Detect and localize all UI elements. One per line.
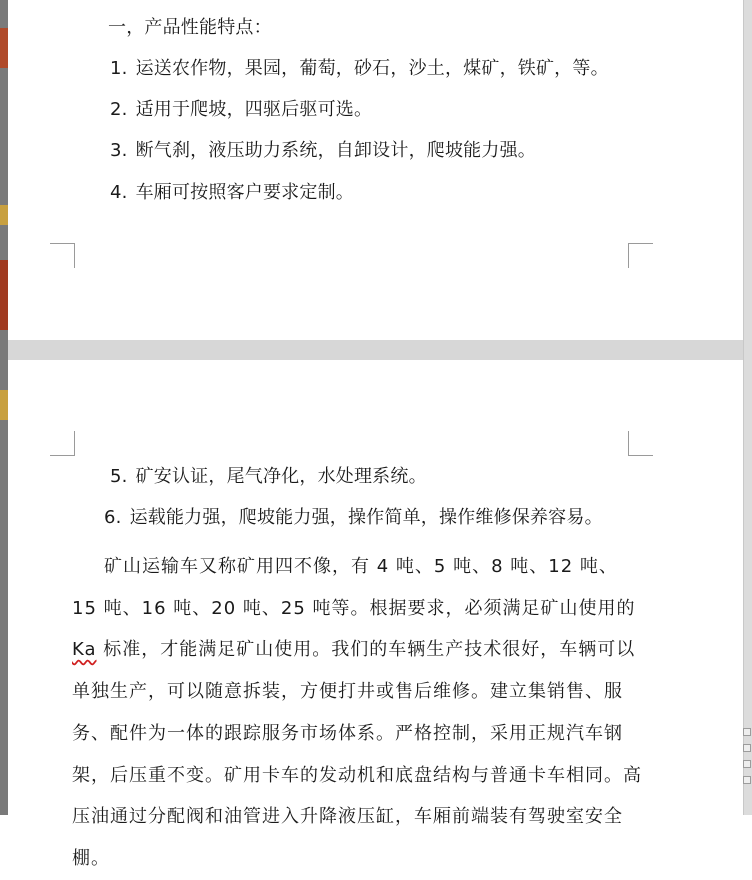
margin-corner-mark (50, 243, 75, 268)
document-page-1 (8, 0, 744, 340)
list-item: 2. 适用于爬坡，四驱后驱可选。 (110, 99, 373, 120)
margin-corner-mark (628, 431, 653, 456)
margin-corner-mark (50, 431, 75, 456)
list-item: 1. 运送农作物，果园，葡萄，砂石，沙土，煤矿，铁矿，等。 (110, 58, 609, 79)
section-heading: 一，产品性能特点： (108, 17, 272, 38)
vertical-scrollbar[interactable] (743, 0, 752, 815)
scroll-marker-icon[interactable] (743, 760, 751, 768)
spell-flagged-word: Ka (72, 639, 97, 661)
list-item: 6. 运载能力强，爬坡能力强，操作简单，操作维修保养容易。 (104, 507, 603, 528)
scroll-marker-icon[interactable] (743, 776, 751, 784)
scroll-marker-icon[interactable] (743, 728, 751, 736)
body-paragraph: 矿山运输车又称矿用四不像，有 4 吨、5 吨、8 吨、12 吨、15 吨、16 吨、20 吨、25 吨等。根据要求，必须满足矿山使用的 Ka 标准，才能满足矿山使用。我们的车辆生产技术很好，车辆可以单独生产，可以随意拆装，方便打井或售后维修。建立集销售、服务、配件为一体的跟踪服务市场体系。严格控制，采用正规汽车钢架，后压重不变。矿用卡车的发动机和底盘结构与普通卡车相同。高压油通过分配阀和油管进入升降液压缸，车厢前端装有驾驶室安全棚。 (72, 556, 642, 869)
left-window-strip (0, 0, 8, 815)
scroll-marker-icon[interactable] (743, 744, 751, 752)
list-item: 4. 车厢可按照客户要求定制。 (110, 182, 354, 203)
list-item: 5. 矿安认证，尾气净化，水处理系统。 (110, 466, 427, 487)
page-break-gap (8, 340, 744, 360)
list-item: 3. 断气刹，液压助力系统，自卸设计，爬坡能力强。 (110, 140, 536, 161)
margin-corner-mark (628, 243, 653, 268)
